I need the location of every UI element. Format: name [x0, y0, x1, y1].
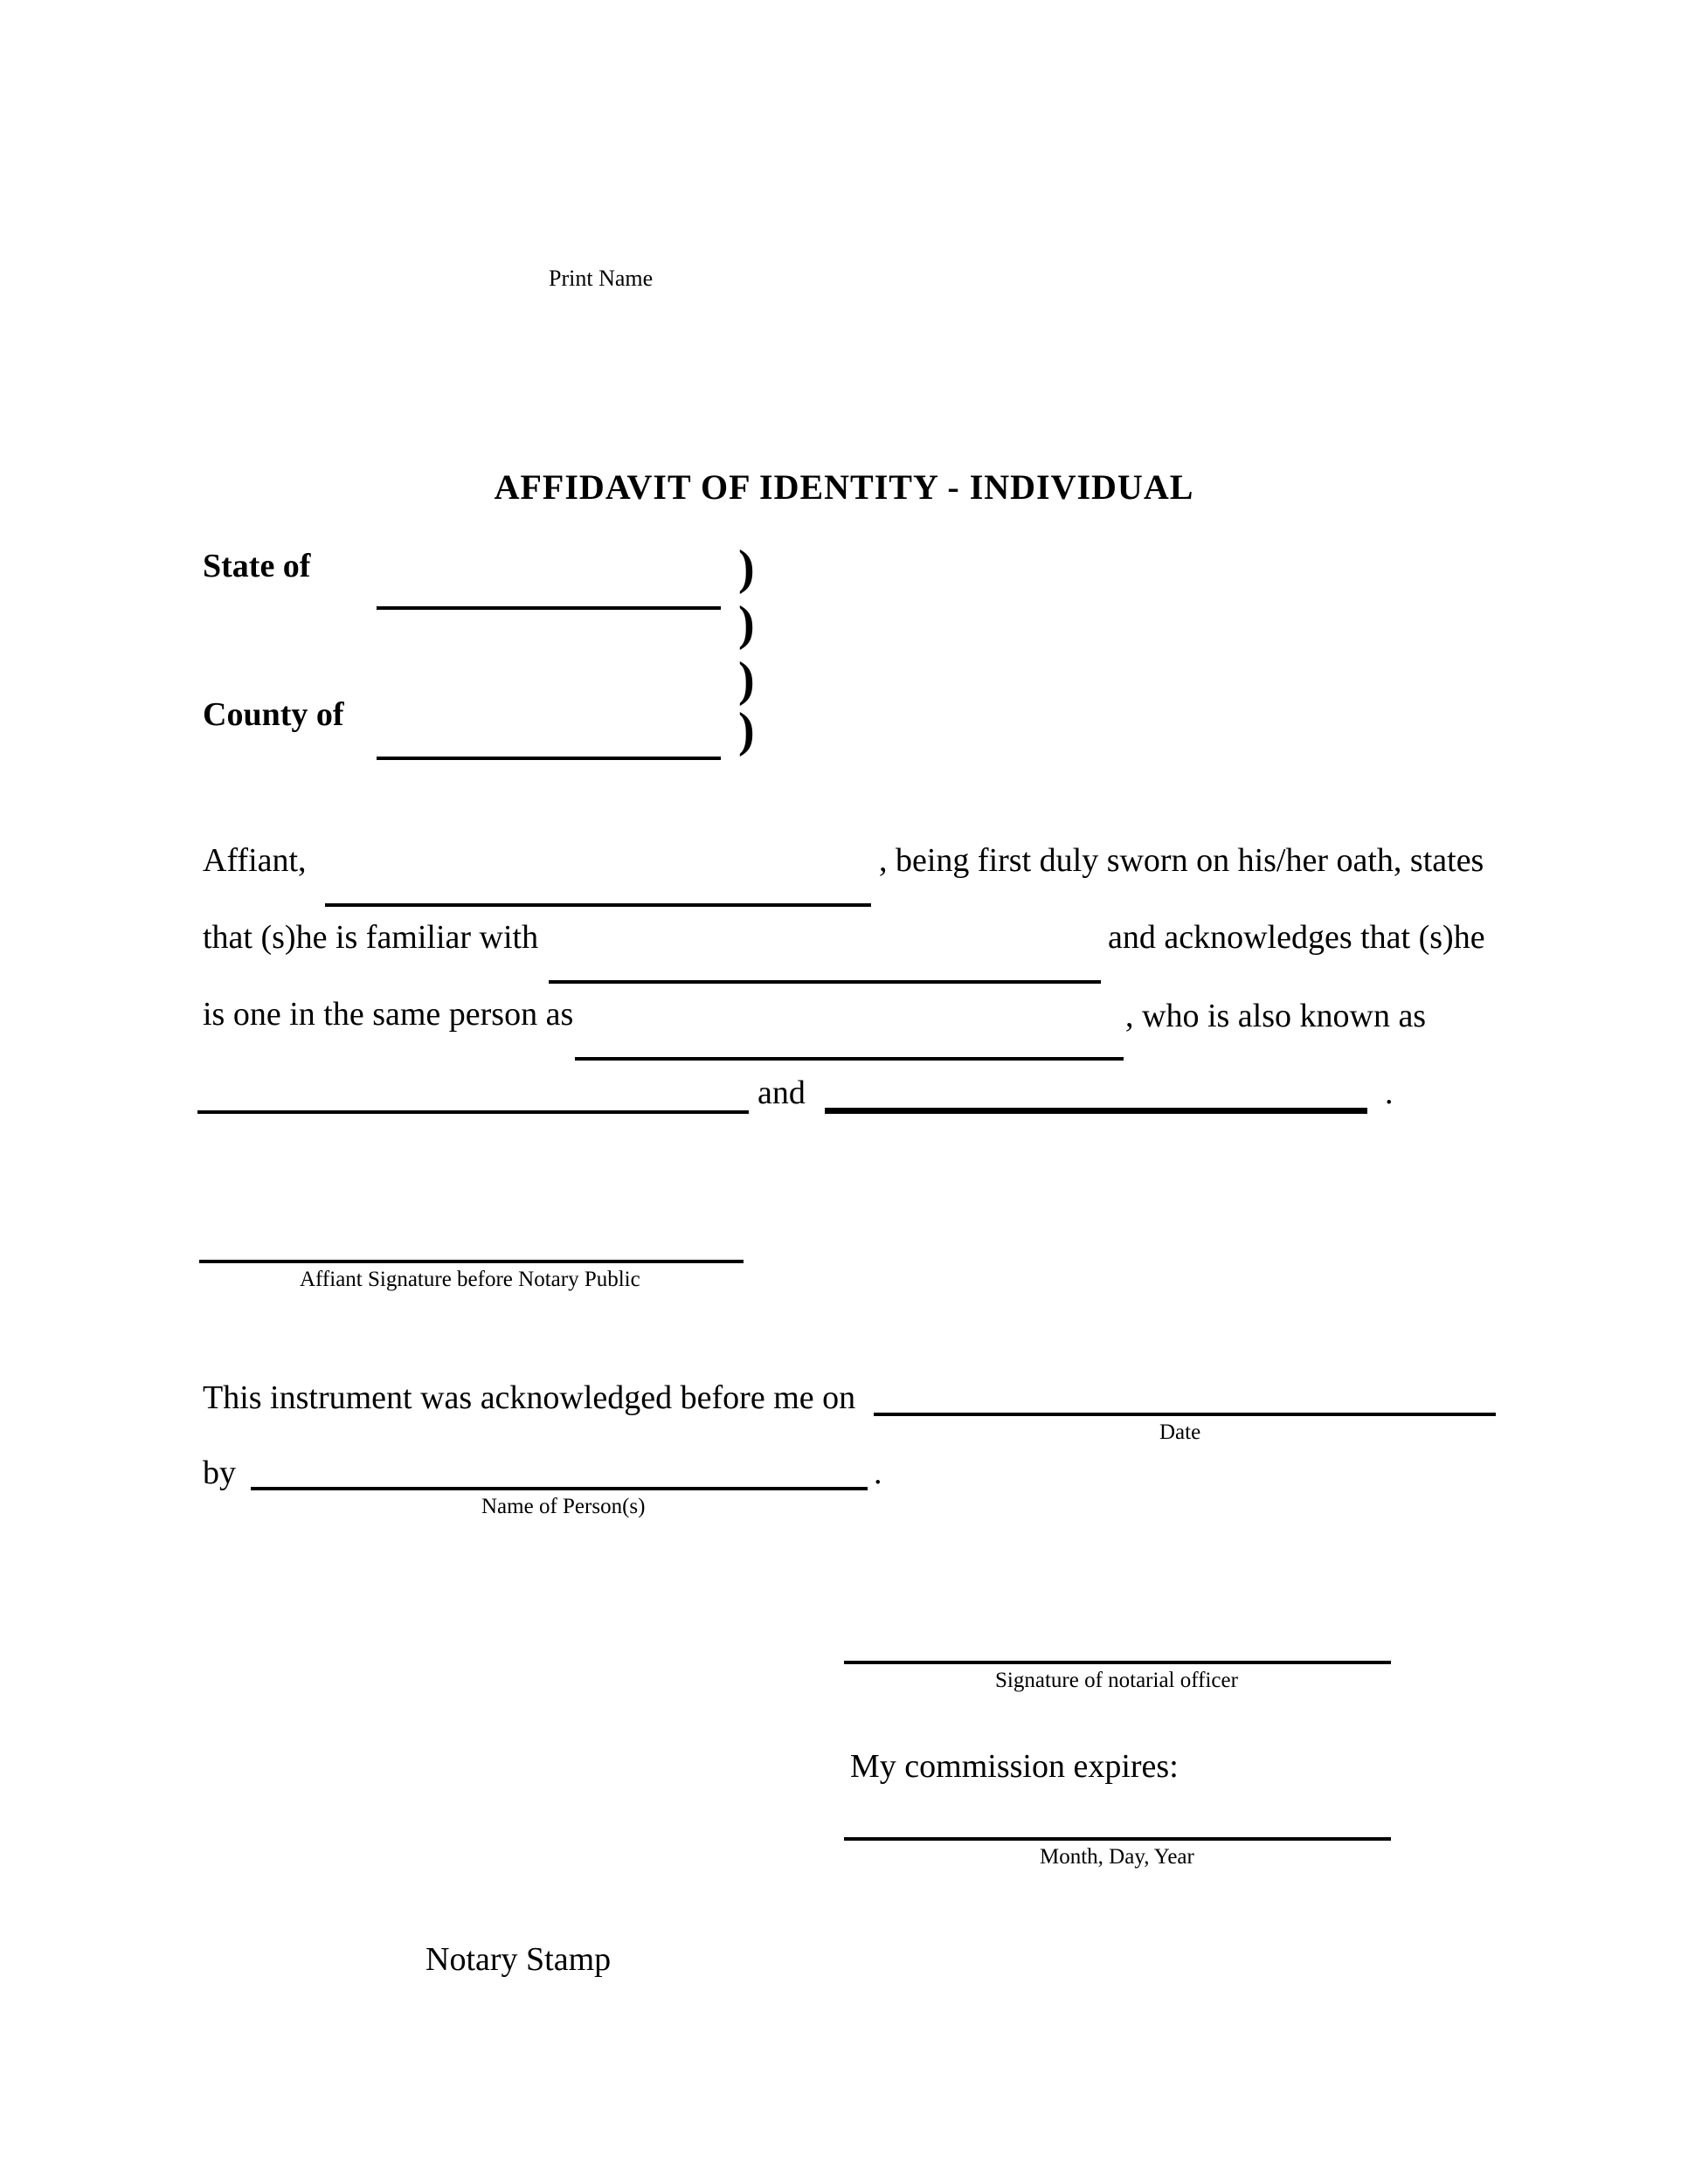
county-of-label: County of: [203, 696, 344, 733]
notary-signature-field[interactable]: [844, 1661, 1391, 1664]
venue-paren-4: ): [738, 703, 755, 757]
form-title: AFFIDAVIT OF IDENTITY - INDIVIDUAL: [494, 467, 1194, 507]
county-name-field[interactable]: [377, 757, 721, 760]
commission-expires-label: My commission expires:: [850, 1748, 1179, 1785]
person-names-caption: Name of Person(s): [481, 1495, 646, 1518]
state-of-label: State of: [203, 548, 311, 584]
also-known-as-text: , who is also known as: [1125, 998, 1427, 1034]
notary-stamp-label: Notary Stamp: [425, 1941, 612, 1978]
person-names-field[interactable]: [251, 1487, 868, 1490]
date-caption: Date: [1159, 1420, 1201, 1444]
date-field[interactable]: [874, 1413, 1496, 1416]
commission-date-caption: Month, Day, Year: [1040, 1845, 1194, 1869]
sworn-statement-text: , being first duly sworn on his/her oath, states: [879, 842, 1484, 879]
notary-signature-caption: Signature of notarial officer: [995, 1669, 1238, 1692]
same-person-field[interactable]: [575, 1057, 1124, 1061]
affiant-signature-field[interactable]: [199, 1260, 744, 1263]
and-conjunction: and: [758, 1075, 806, 1111]
acknowledges-text: and acknowledges that (s)he: [1108, 919, 1485, 956]
familiar-with-text: that (s)he is familiar with: [203, 919, 539, 956]
aka-name-field-1[interactable]: [197, 1110, 749, 1114]
venue-paren-3: ): [738, 653, 755, 707]
by-label: by: [203, 1455, 236, 1491]
same-person-text: is one in the same person as: [203, 996, 574, 1033]
by-period: .: [874, 1455, 882, 1491]
commission-date-field[interactable]: [844, 1837, 1391, 1841]
affiant-signature-caption: Affiant Signature before Notary Public: [300, 1268, 640, 1291]
familiar-with-field[interactable]: [549, 980, 1101, 984]
print-name-caption: Print Name: [549, 266, 654, 291]
venue-paren-2: ): [738, 597, 755, 651]
affiant-label: Affiant,: [203, 842, 307, 879]
sentence-period: .: [1385, 1075, 1394, 1111]
state-name-field[interactable]: [377, 606, 721, 610]
aka-name-field-2[interactable]: [825, 1108, 1367, 1114]
affiant-name-field[interactable]: [325, 903, 871, 907]
venue-paren-1: ): [738, 541, 755, 595]
acknowledged-text: This instrument was acknowledged before me on: [203, 1379, 856, 1416]
